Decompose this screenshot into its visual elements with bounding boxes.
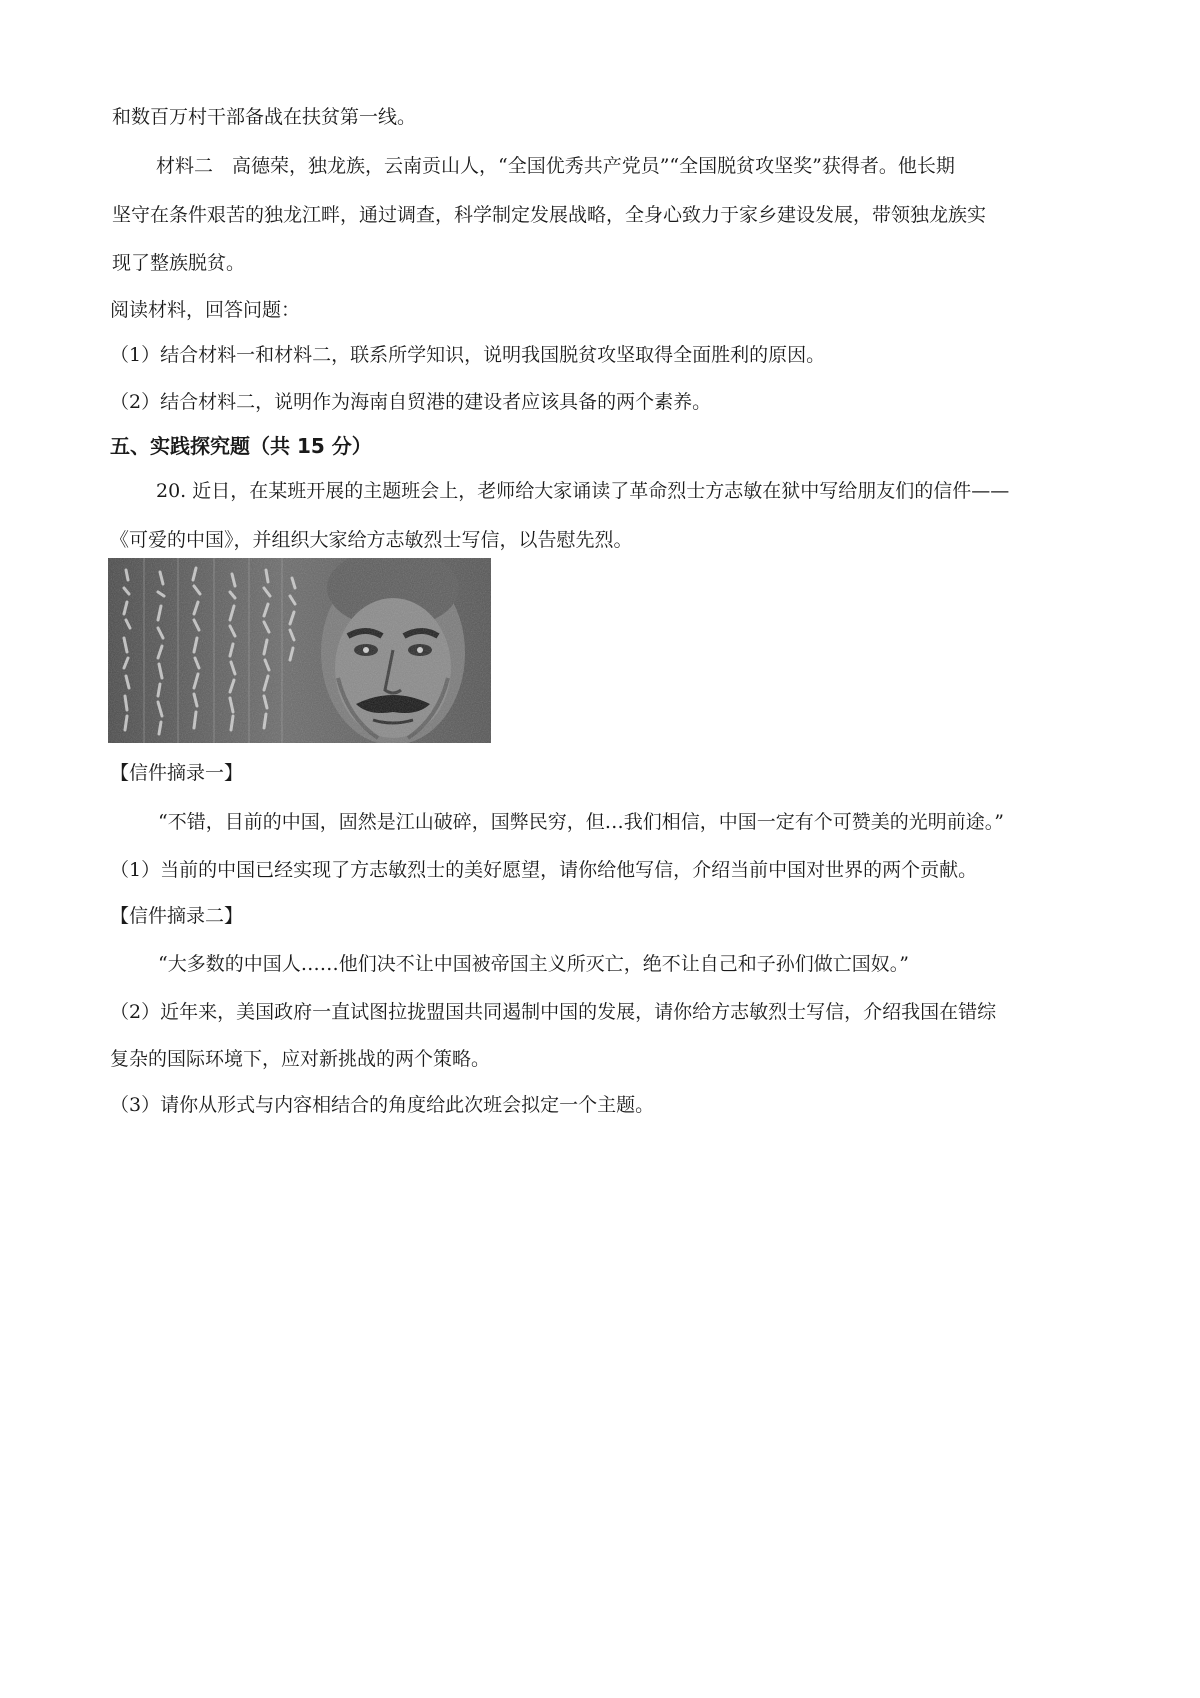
section-heading: 五、实践探究题（共 15 分） <box>110 434 372 458</box>
question-20-part-2-line-2: 复杂的国际环境下，应对新挑战的两个策略。 <box>110 1048 491 1070</box>
letter-excerpt-two-text: “大多数的中国人……他们决不让中国被帝国主义所灭亡，绝不让自己和子孙们做亡国奴。” <box>158 953 909 975</box>
letter-excerpt-one-text: “不错，目前的中国，固然是江山破碎，国弊民穷，但…我们相信，中国一定有个可赞美的光明前途。” <box>158 811 1004 833</box>
material-one-continuation: 和数百万村干部备战在扶贫第一线。 <box>112 106 417 128</box>
question-20-part-2-line-1: （2）近年来，美国政府一直试图拉拢盟国共同遏制中国的发展，请你给方志敏烈士写信，介绍我国在错综 <box>110 1001 997 1023</box>
question-instruction: 阅读材料，回答问题： <box>110 299 301 321</box>
letter-excerpt-one-title: 【信件摘录一】 <box>110 762 244 784</box>
question-19-part-2: （2）结合材料二，说明作为海南自贸港的建设者应该具备的两个素养。 <box>110 391 712 413</box>
material-two-line-2: 坚守在条件艰苦的独龙江畔，通过调查，科学制定发展战略，全身心致力于家乡建设发展，带领独龙族实 <box>112 204 987 226</box>
question-19-part-1: （1）结合材料一和材料二，联系所学知识，说明我国脱贫攻坚取得全面胜利的原因。 <box>110 344 826 366</box>
letter-excerpt-two-title: 【信件摘录二】 <box>110 905 244 927</box>
material-two-line-1: 材料二 高德荣，独龙族，云南贡山人，“全国优秀共产党员”“全国脱贫攻坚奖”获得者。他长期 <box>156 155 955 177</box>
question-20-part-1: （1）当前的中国已经实现了方志敏烈士的美好愿望，请你给他写信，介绍当前中国对世界的两个贡献。 <box>110 859 978 881</box>
material-two-line-3: 现了整族脱贫。 <box>112 252 246 274</box>
question-20-intro-line-1: 20. 近日，在某班开展的主题班会上，老师给大家诵读了革命烈士方志敏在狱中写给朋友们的信件—— <box>156 480 1010 502</box>
question-20-part-3: （3）请你从形式与内容相结合的角度给此次班会拟定一个主题。 <box>110 1094 655 1116</box>
portrait-engraving-image <box>108 558 491 743</box>
question-20-intro-line-2: 《可爱的中国》，并组织大家给方志敏烈士写信，以告慰先烈。 <box>110 529 633 551</box>
